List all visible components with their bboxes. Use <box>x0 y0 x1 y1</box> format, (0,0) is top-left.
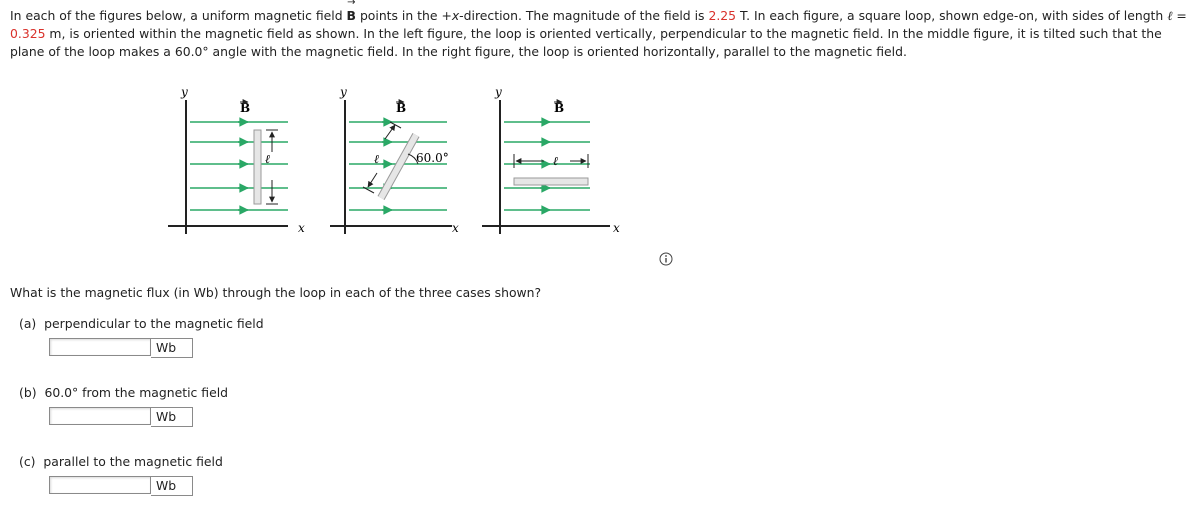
part-a-unit: Wb <box>151 338 193 358</box>
part-b-answer <box>49 407 193 427</box>
part-b-unit: Wb <box>151 407 193 427</box>
part-c-answer <box>49 476 193 496</box>
part-b-label: (b) 60.0° from the magnetic field <box>19 385 228 400</box>
problem-text-4: T. In each figure, a square loop, shown edge-on, with sides of length <box>736 8 1168 23</box>
b-field-label: B <box>396 101 407 115</box>
x-symbol: x <box>451 8 460 23</box>
b-field-label: B <box>554 101 565 115</box>
y-axis-label: y <box>495 85 502 99</box>
ell-label: ℓ <box>553 154 558 168</box>
figure-middle-tilted <box>330 85 459 235</box>
part-c-unit: Wb <box>151 476 193 496</box>
loop-figures <box>160 84 630 249</box>
problem-text-3: -direction. The magnitude of the field is <box>459 8 709 23</box>
question-text: What is the magnetic flux (in Wb) through the loop in each of the three cases shown? <box>10 285 542 300</box>
ell-label: ℓ <box>374 152 379 166</box>
side-length-value: 0.325 <box>10 26 46 41</box>
x-axis-label: x <box>298 221 305 235</box>
b-vector-symbol: → B <box>347 7 356 25</box>
part-c-label: (c) parallel to the magnetic field <box>19 454 223 469</box>
angle-label: 60.0° <box>416 151 449 165</box>
problem-statement <box>10 7 1196 61</box>
x-axis-label: x <box>613 221 620 235</box>
part-a-input[interactable] <box>49 338 151 356</box>
problem-text-6: m, is oriented within the magnetic field as shown. In the left figure, the loop is oriented vertically, perpendicular to the magnetic field. In the middle figure, it is tilted such that the plane of the loop makes a 60.0° angle with the magnetic field. In the right figure, the loop is oriented horizontally, parallel to the magnetic field. <box>10 26 1162 59</box>
info-icon[interactable] <box>659 252 673 266</box>
ell-label: ℓ <box>265 152 270 166</box>
y-axis-label: y <box>181 85 188 99</box>
loop-edge-horizontal <box>514 178 588 185</box>
figure-left-perpendicular <box>168 85 305 235</box>
figure-right-parallel <box>482 85 620 235</box>
problem-text-5: = <box>1172 8 1187 23</box>
x-axis-label: x <box>452 221 459 235</box>
part-a-label: (a) perpendicular to the magnetic field <box>19 316 264 331</box>
part-c-input[interactable] <box>49 476 151 494</box>
problem-text-1: In each of the figures below, a uniform magnetic field <box>10 8 347 23</box>
field-magnitude-value: 2.25 <box>708 8 737 23</box>
part-b-input[interactable] <box>49 407 151 425</box>
part-a-answer <box>49 338 193 358</box>
loop-edge-vertical <box>254 130 261 204</box>
field-lines <box>504 122 590 210</box>
b-field-label: B <box>240 101 251 115</box>
y-axis-label: y <box>340 85 347 99</box>
field-lines <box>190 122 288 210</box>
ell-symbol: ℓ <box>1167 8 1173 23</box>
problem-text-2: points in the + <box>356 8 452 23</box>
